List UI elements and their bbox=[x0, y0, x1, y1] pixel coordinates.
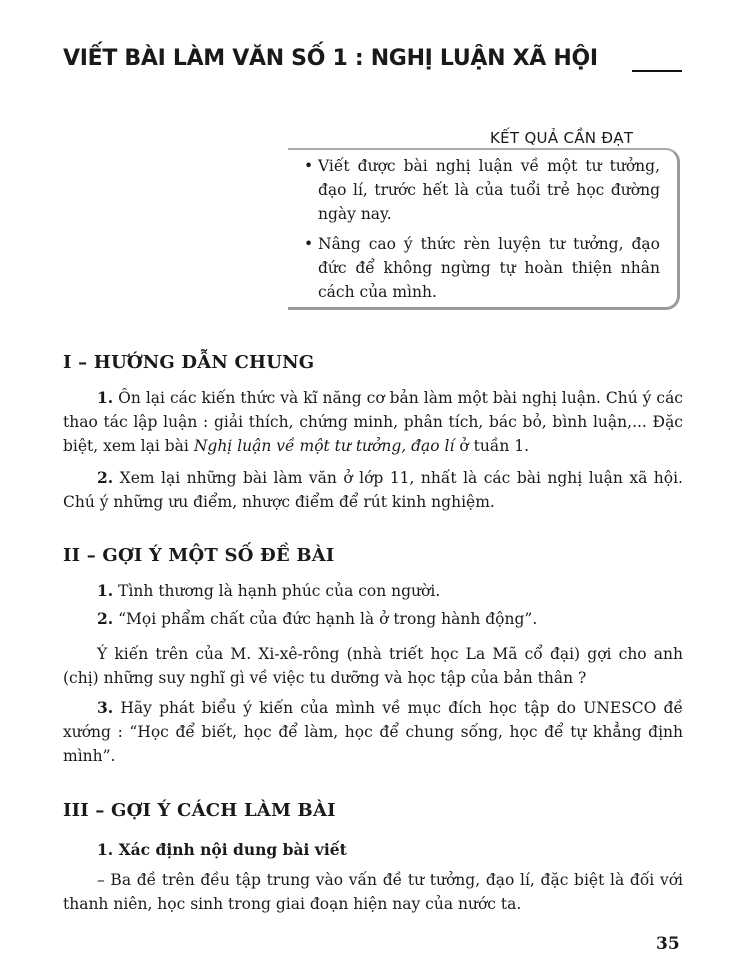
paragraph-tail: ở tuần 1. bbox=[459, 437, 530, 455]
item-number: 3. bbox=[97, 698, 114, 717]
item-number: 2. bbox=[97, 609, 114, 628]
section-1-heading: I – HƯỚNG DẪN CHUNG bbox=[63, 352, 315, 373]
page-number: 35 bbox=[656, 934, 680, 954]
section-3-paragraph-1: – Ba đề trên đều tập trung vào vấn đề tư tưởng, đạo lí, đặc biệt là đối với thanh niên, học sinh trong giai đoạn hiện nay của nước ta. bbox=[63, 871, 683, 913]
topic-3 bbox=[63, 696, 683, 768]
topic-1 bbox=[63, 579, 683, 603]
objectives-heading: KẾT QUẢ CẦN ĐẠT bbox=[490, 129, 634, 147]
section-1-paragraph-1 bbox=[63, 386, 683, 458]
topic-text: Hãy phát biểu ý kiến của mình về mục đích học tập do UNESCO đề xướng : “Học để biết, học để làm, học để chung sống, học để tự khẳng định mình”. bbox=[63, 699, 683, 765]
section-3-heading: III – GỢI Ý CÁCH LÀM BÀI bbox=[63, 800, 336, 821]
section-1-paragraph-2 bbox=[63, 466, 683, 514]
item-number: 1. bbox=[97, 581, 114, 600]
topic-2-note: Ý kiến trên của M. Xi-xê-rông (nhà triết học La Mã cổ đại) gợi cho anh (chị) những suy nghĩ gì về việc tu dưỡng và học tập của bản thân ? bbox=[63, 645, 683, 687]
topic-text: “Mọi phẩm chất của đức hạnh là ở trong hành động”. bbox=[118, 610, 538, 628]
title-underline bbox=[632, 70, 682, 72]
subsection-heading: 1. Xác định nội dung bài viết bbox=[97, 840, 347, 859]
paragraph-text: Xem lại những bài làm văn ở lớp 11, nhất là các bài nghị luận xã hội. Chú ý những ưu điểm, nhược điểm để rút kinh nghiệm. bbox=[63, 469, 683, 511]
paragraph-text: Ôn lại các kiến thức và kĩ năng cơ bản làm một bài nghị luận. Chú ý các thao tác lập luận : giải thích, chứng minh, phân tích, bác bỏ, bình luận,... Đặc biệt, xem lại bài bbox=[63, 389, 683, 455]
item-number: 2. bbox=[97, 468, 114, 487]
objective-item: • Viết được bài nghị luận về một tư tưởng, đạo lí, trước hết là của tuổi trẻ học đường ngày nay. bbox=[304, 154, 660, 226]
topic-text: Tình thương là hạnh phúc của con người. bbox=[118, 582, 441, 600]
lesson-title: Nghị luận về một tư tưởng, đạo lí bbox=[193, 437, 455, 455]
item-number: 1. bbox=[97, 388, 114, 407]
page-title: VIẾT BÀI LÀM VĂN SỐ 1 : NGHỊ LUẬN XÃ HỘI bbox=[63, 46, 598, 71]
objective-item: • Nâng cao ý thức rèn luyện tư tưởng, đạo đức để không ngừng tự hoàn thiện nhân cách của mình. bbox=[304, 232, 660, 304]
topic-2 bbox=[63, 607, 683, 631]
objectives-list bbox=[304, 154, 660, 310]
section-2-heading: II – GỢI Ý MỘT SỐ ĐỀ BÀI bbox=[63, 545, 335, 566]
